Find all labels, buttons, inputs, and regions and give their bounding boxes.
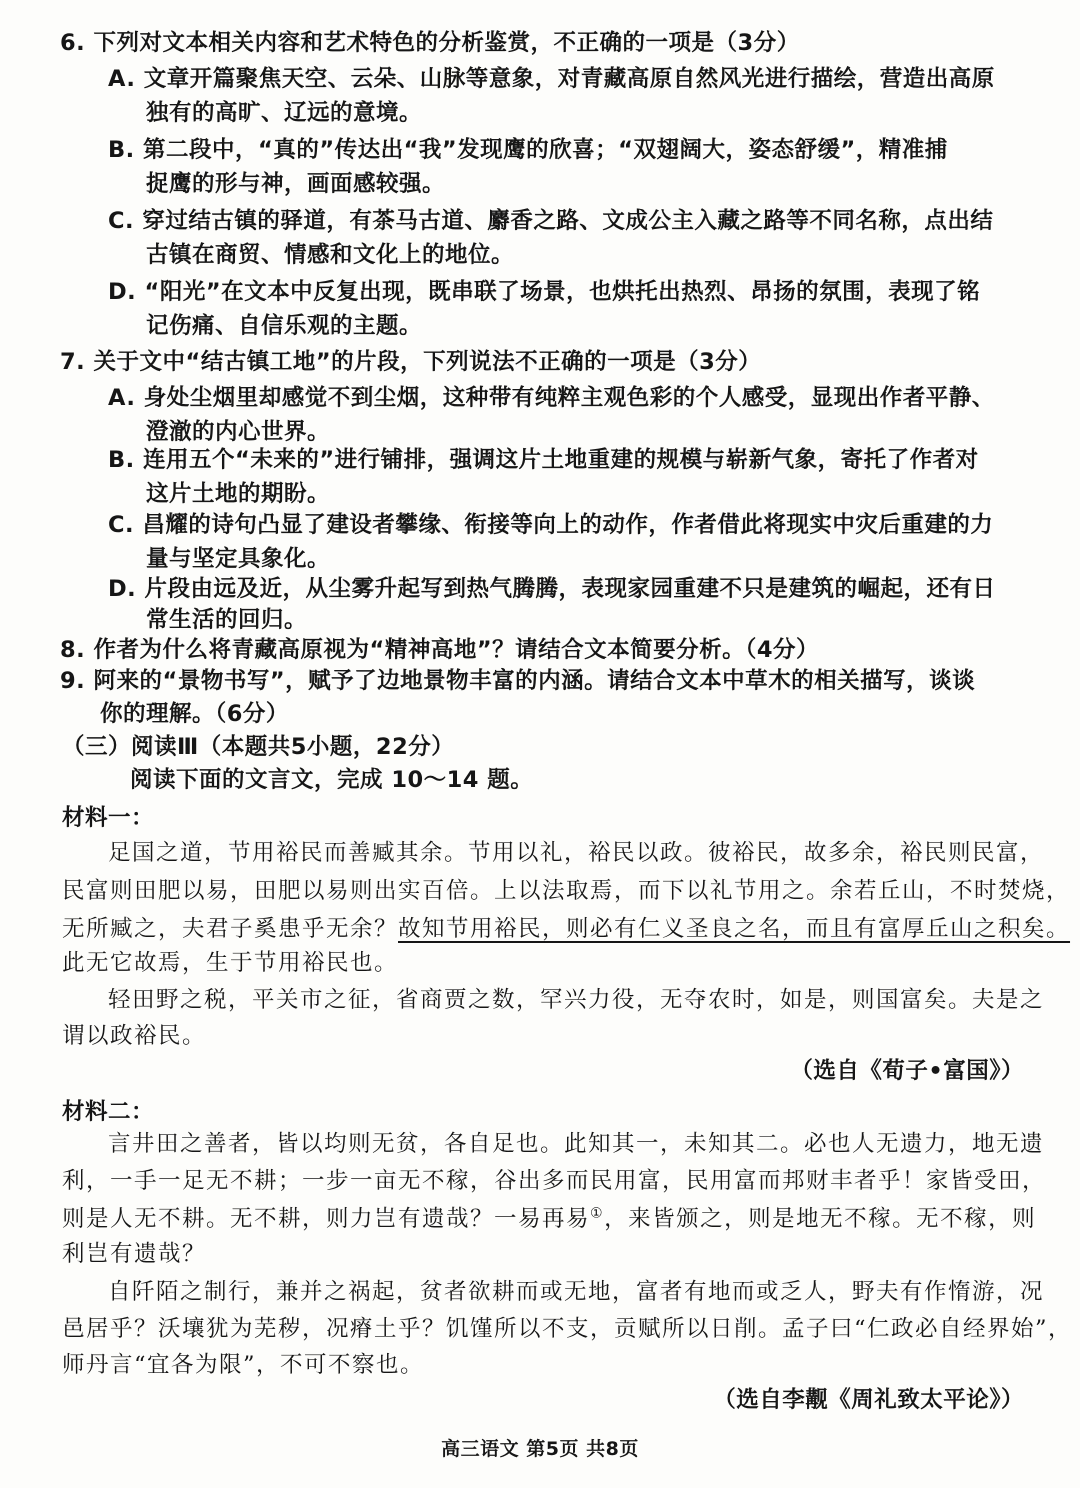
q7-option-d-line2: 常生活的回归。 [146,607,308,633]
material2-plain-text: ，来皆颁之，则是地无不稼。无不稼，则 [604,1206,1037,1232]
material1-label: 材料一： [62,805,155,831]
q7-option-d-line1: D. 片段由远及近，从尘雾升起写到热气腾腾，表现家园重建不只是建筑的崛起，还有日 [108,576,996,602]
material1-text: 轻田野之税，平关市之征，省商贾之数，罕兴力役，无夺农时，如是，则国富矣。夫是之 [108,987,1045,1013]
material2-text: 利，一手一足无不耕；一步一亩无不稼，谷出多而民用富，民用富而邦财丰者乎！家皆受田， [62,1168,1047,1194]
material2-text: 自阡陌之制行，兼并之祸起，贫者欲耕而或无地，富者有地而或乏人，野夫有作惰游，况 [108,1279,1045,1305]
section-title: （三）阅读Ⅲ（本题共5小题，22分） [62,734,455,760]
material2-text: 利岂有遗哉？ [62,1241,207,1267]
q6-option-d-line1: D. “阳光”在文本中反复出现，既串联了场景，也烘托出热烈、昂扬的氛围，表现了铭 [108,279,981,305]
material2-source: （选自李觏《周礼致太平论》） [713,1387,1024,1413]
q7-option-b-line1: B. 连用五个“未来的”进行铺排，强调这片土地重建的规模与崭新气象，寄托了作者对 [108,447,979,473]
material2-plain-text: 则是人无不耕。无不耕，则力岂有遗哉？一易再易 [62,1206,591,1232]
q6-option-c-line2: 古镇在商贸、情感和文化上的地位。 [146,242,515,268]
material2-text: 邑居乎？沃壤犹为芜秽，况瘠土乎？饥馑所以不支，贡赋所以日削。孟子曰“仁政必自经界始”， [62,1316,1073,1342]
q7-option-a-line2: 澄澈的内心世界。 [146,419,331,445]
material2-text-with-note [0,1202,1080,1236]
q7-option-c-line1: C. 昌耀的诗句凸显了建设者攀缘、衔接等向上的动作，作者借此将现实中灾后重建的力 [108,512,994,538]
q9-stem-line1: 9. 阿来的“景物书写”，赋予了边地景物丰富的内涵。请结合文本中草木的相关描写，谈谈 [60,668,976,694]
q6-option-b-line1: B. 第二段中，“真的”传达出“我”发现鹰的欣喜；“双翅阔大，姿态舒缓”，精准捕 [108,137,948,163]
material1-source: （选自《荀子•富国》） [790,1058,1024,1084]
footnote-marker: ① [590,1205,605,1222]
q7-stem: 7. 关于文中“结古镇工地”的片段，下列说法不正确的一项是（3分） [60,349,762,375]
q6-option-a-line1: A. 文章开篇聚焦天空、云朵、山脉等意象，对青藏高原自然风光进行描绘，营造出高原 [108,66,995,92]
material1-text: 谓以政裕民。 [62,1023,207,1049]
material1-plain-text: 无所臧之，夫君子奚患乎无余？ [62,916,399,942]
q7-option-b-line2: 这片土地的期盼。 [146,481,331,507]
q6-option-c-line1: C. 穿过结古镇的驿道，有茶马古道、麝香之路、文成公主入藏之路等不同名称，点出结 [108,208,994,234]
material1-text: 此无它故焉，生于节用裕民也。 [62,950,399,976]
material1-text: 民富则田肥以易，田肥以易则出实百倍。上以法取焉，而下以礼节用之。余若丘山，不时焚烧， [62,878,1071,904]
material2-text: 言井田之善者，皆以均则无贫，各自足也。此知其一，未知其二。必也人无遗力，地无遗 [108,1131,1045,1157]
material2-label: 材料二： [62,1099,155,1125]
q6-option-b-line2: 捉鹰的形与神，画面感较强。 [146,171,446,197]
material1-text-with-underline [0,912,1080,946]
material2-text: 师丹言“宜各为限”，不可不察也。 [62,1352,425,1378]
material1-text: 足国之道，节用裕民而善臧其余。节用以礼，裕民以政。彼裕民，故多余，裕民则民富， [108,840,1045,866]
page-footer: 高三语文 第5页 共8页 [441,1438,639,1460]
q7-option-c-line2: 量与坚定具象化。 [146,546,331,572]
q7-option-a-line1: A. 身处尘烟里却感觉不到尘烟，这种带有纯粹主观色彩的个人感受，显现出作者平静、 [108,385,995,411]
q6-stem: 6. 下列对文本相关内容和艺术特色的分析鉴赏，不正确的一项是（3分） [60,30,800,56]
material1-underlined-sentence: 故知节用裕民，则必有仁义圣良之名，而且有富厚丘山之积矣。 [398,916,1071,942]
section-instruction: 阅读下面的文言文，完成 10～14 题。 [130,767,534,793]
q6-option-d-line2: 记伤痛、自信乐观的主题。 [146,313,423,339]
q9-stem-line2: 你的理解。（6分） [100,701,289,727]
q6-option-a-line2: 独有的高旷、辽远的意境。 [146,100,423,126]
q8-stem: 8. 作者为什么将青藏高原视为“精神高地”？请结合文本简要分析。（4分） [60,637,820,663]
